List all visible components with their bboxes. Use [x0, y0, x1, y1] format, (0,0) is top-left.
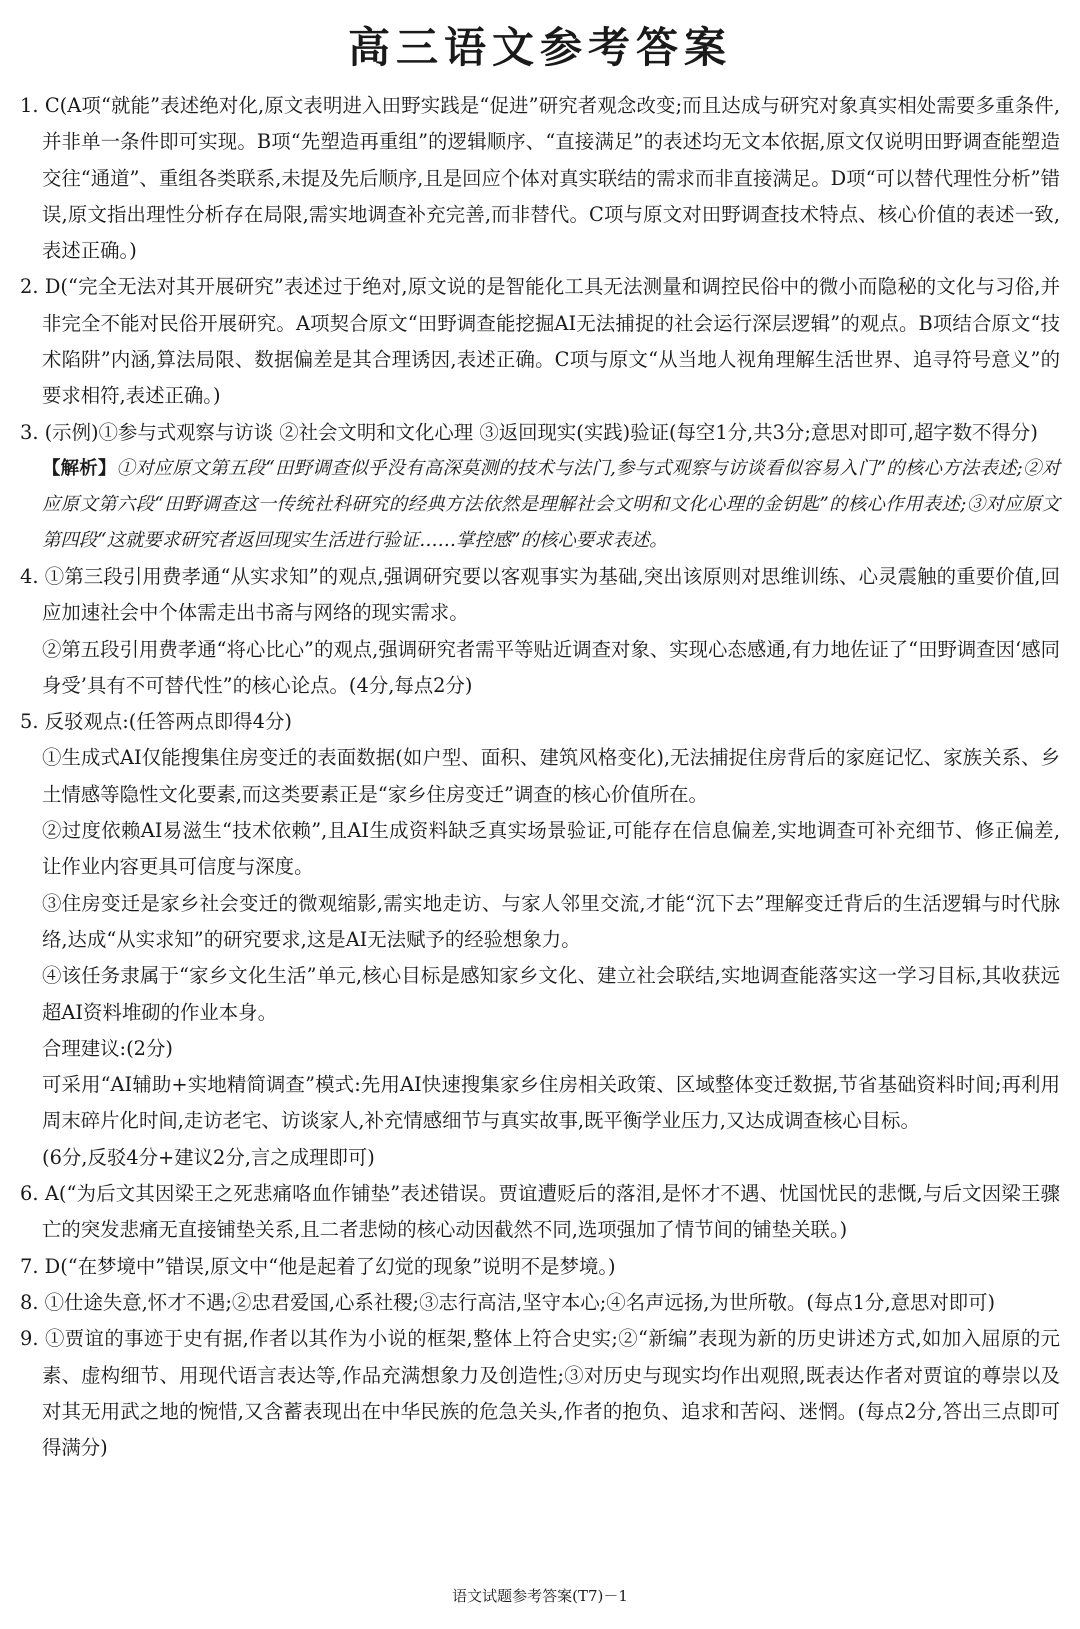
answer-item-4: [20, 559, 1060, 632]
page-footer: 语文试题参考答案(T7)－1: [452, 1587, 628, 1605]
analysis-text: ①对应原文第五段“田野调查似乎没有高深莫测的技术与法门,参与式观察与访谈看似容易入门”的核心方法表述;②对应原文第六段“田野调查这一传统社科研究的经典方法依然是理解社会文明和文化心理的金钥匙”的核心作用表述;③对应原文第四段“这就要求研究者返回现实生活进行验证……掌控感”的核心要求表述。: [42, 457, 1060, 551]
suggestion-heading: 合理建议:(2分): [42, 1036, 173, 1060]
answer-text: 6. A(“为后文其因梁王之死悲痛咯血作铺垫”表述错误。贾谊遭贬后的落泪,是怀才不遇、忧国忧民的悲慨,与后文因梁王骤亡的突发悲痛无直接铺垫关系,且二者悲恸的核心动因截然不同,选项强加了情节间的铺垫关联。): [20, 1182, 1060, 1242]
answer-content: [20, 88, 1060, 1466]
rebuttal-point: ②过度依赖AI易滋生“技术依赖”,且AI生成资料缺乏真实场景验证,可能存在信息偏差,实地调查可补充细节、修正偏差,让作业内容更具可信度与深度。: [42, 819, 1060, 879]
answer-text: 5. 反驳观点:(任答两点即得4分): [20, 710, 292, 734]
answer-text: 8. ①仕途失意,怀才不遇;②忠君爱国,心系社稷;③志行高洁,坚守本心;④名声远扬,为世所敬。(每点1分,意思对即可): [20, 1290, 996, 1314]
answer-text: 2. D(“完全无法对其开展研究”表述过于绝对,原文说的是智能化工具无法测量和调控民俗中的微小而隐秘的文化与习俗,并非完全不能对民俗开展研究。A项契合原文“田野调查能挖掘AI无法捕捉的社会运行深层逻辑”的观点。B项结合原文“技术陷阱”内涵,算法局限、数据偏差是其合理诱因,表述正确。C项与原文“从当地人视角理解生活世界、追寻符号意义”的要求相符,表述正确。): [20, 275, 1060, 408]
answer-item-8: [20, 1285, 1060, 1321]
answer-item-7: [20, 1249, 1060, 1285]
rebuttal-point: ③住房变迁是家乡社会变迁的微观缩影,需实地走访、与家人邻里交流,才能“沉下去”理解变迁背后的生活逻辑与时代脉络,达成“从实求知”的研究要求,这是AI无法赋予的经验想象力。: [42, 891, 1060, 951]
answer-item-1: [20, 88, 1060, 269]
answer-item-4-point-2: ②第五段引用费孝通“将心比心”的观点,强调研究者需平等贴近调查对象、实现心态感通,有力地佐证了“田野调查因‘感同身受’具有不可替代性”的核心论点。(4分,每点2分): [42, 637, 1060, 697]
answer-text: 9. ①贾谊的事迹于史有据,作者以其作为小说的框架,整体上符合史实;②“新编”表现为新的历史讲述方式,如加入屈原的元素、虚构细节、用现代语言表达等,作品充满想象力及创造性;③对历史与现实均作出观照,既表达作者对贾谊的尊崇以及对其无用武之地的惋惜,又含蓄表现出在中华民族的危急关头,作者的抱负、追求和苦闷、迷惘。(每点2分,答出三点即可得满分): [20, 1327, 1060, 1460]
suggestion-text: 可采用“AI辅助+实地精简调查”模式:先用AI快速搜集家乡住房相关政策、区域整体变迁数据,节省基础资料时间;再利用周末碎片化时间,走访老宅、访谈家人,补充情感细节与真实故事,既平衡学业压力,又达成调查核心目标。: [42, 1073, 1060, 1133]
rebuttal-point: ①生成式AI仅能搜集住房变迁的表面数据(如户型、面积、建筑风格变化),无法捕捉住房背后的家庭记忆、家族关系、乡土情感等隐性文化要素,而这类要素正是“家乡住房变迁”调查的核心价值所在。: [42, 746, 1060, 806]
analysis-tag: 【解析】: [42, 457, 117, 479]
answer-item-2: [20, 269, 1060, 414]
answer-text: 4. ①第三段引用费孝通“从实求知”的观点,强调研究要以客观事实为基础,突出该原则对思维训练、心灵震触的重要价值,回应加速社会中个体需走出书斋与网络的现实需求。: [20, 564, 1060, 625]
answer-text: 3. (示例)①参与式观察与访谈 ②社会文明和文化心理 ③返回现实(实践)验证(每空1分,共3分;意思对即可,超字数不得分): [20, 420, 1038, 444]
analysis-block: [20, 451, 1060, 559]
answer-text: 7. D(“在梦境中”错误,原文中“他是起着了幻觉的现象”说明不是梦境。): [20, 1254, 616, 1278]
answer-item-9: [20, 1321, 1060, 1466]
scoring-note: (6分,反驳4分+建议2分,言之成理即可): [42, 1145, 375, 1169]
page-title: 高三语文参考答案: [347, 23, 732, 72]
answer-item-5: [20, 704, 1060, 740]
answer-item-3: [20, 415, 1060, 451]
answer-text: 1. C(A项“就能”表述绝对化,原文表明进入田野实践是“促进”研究者观念改变;而且达成与研究对象真实相处需要多重条件,并非单一条件即可实现。B项“先塑造再重组”的逻辑顺序、“直接满足”的表述均无文本依据,原文仅说明田野调查能塑造交往“通道”、重组各类联系,未提及先后顺序,且是回应个体对真实联结的需求而非直接满足。D项“可以替代理性分析”错误,原文指出理性分析存在局限,需实地调查补充完善,而非替代。C项与原文对田野调查技术特点、核心价值的表述一致,表述正确。): [20, 94, 1060, 263]
answer-item-6: [20, 1176, 1060, 1249]
rebuttal-point: ④该任务隶属于“家乡文化生活”单元,核心目标是感知家乡文化、建立社会联结,实地调查能落实这一学习目标,其收获远超AI资料堆砌的作业本身。: [42, 964, 1060, 1024]
